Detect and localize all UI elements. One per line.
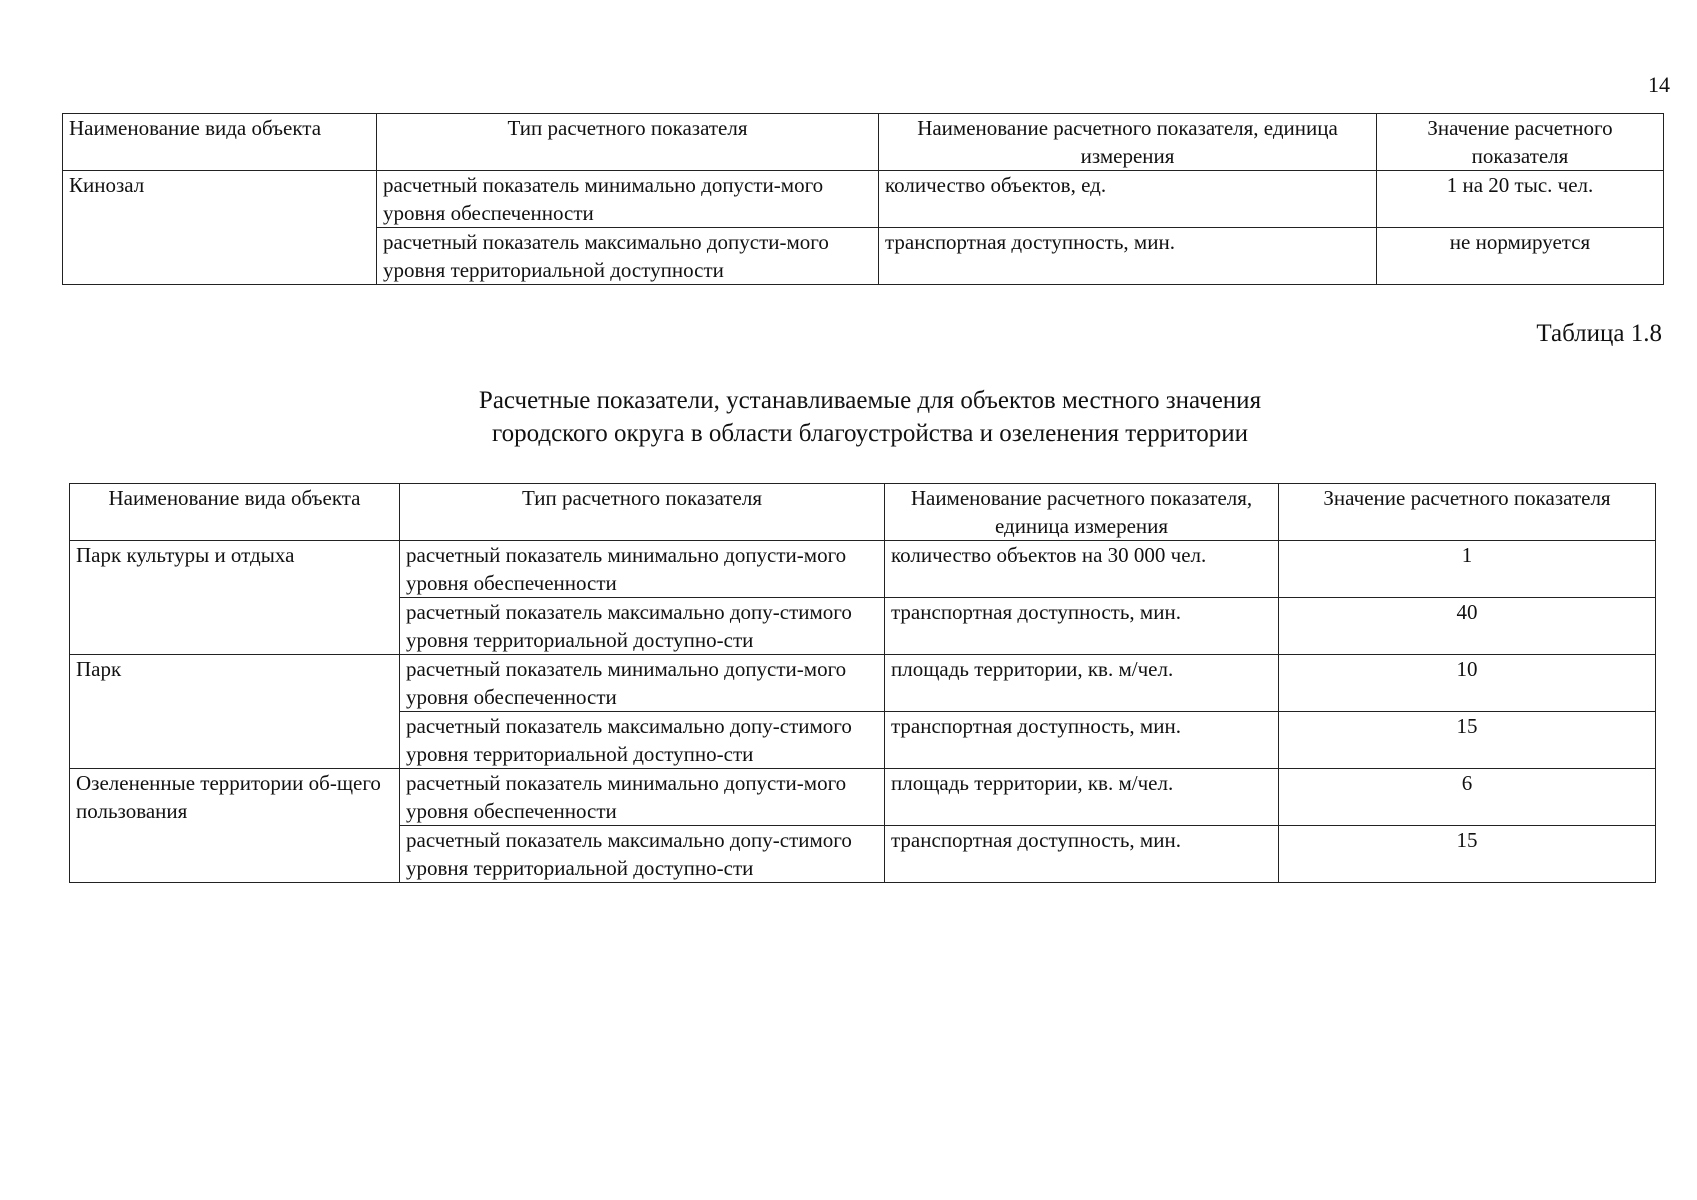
header-indicator-name: Наименование расчетного показателя, единица измерения bbox=[879, 114, 1377, 171]
indicator-type-cell: расчетный показатель максимально допу-стимого уровня территориальной доступно-сти bbox=[400, 712, 885, 769]
table-caption: Таблица 1.8 bbox=[1536, 320, 1662, 347]
header-indicator-type: Тип расчетного показателя bbox=[400, 484, 885, 541]
object-name-cell: Парк культуры и отдыха bbox=[70, 541, 400, 655]
indicator-value-cell: 10 bbox=[1279, 655, 1656, 712]
table-row bbox=[70, 541, 1656, 598]
table-header-row bbox=[63, 114, 1664, 171]
indicator-name-cell: транспортная доступность, мин. bbox=[885, 826, 1279, 883]
indicator-type-cell: расчетный показатель минимально допусти-мого уровня обеспеченности bbox=[400, 541, 885, 598]
indicator-value-cell: 1 bbox=[1279, 541, 1656, 598]
indicator-type-cell: расчетный показатель максимально допу-стимого уровня территориальной доступно-сти bbox=[400, 826, 885, 883]
table-title-line: городского округа в области благоустройства и озеленения территории bbox=[491, 420, 1249, 447]
page-number: 14 bbox=[1648, 72, 1670, 97]
indicator-value-cell: 6 bbox=[1279, 769, 1656, 826]
table-row bbox=[70, 655, 1656, 712]
header-object-name: Наименование вида объекта bbox=[70, 484, 400, 541]
object-name-cell: Кинозал bbox=[63, 171, 377, 285]
table-row bbox=[70, 769, 1656, 826]
object-name-cell: Парк bbox=[70, 655, 400, 769]
indicators-table-landscaping bbox=[69, 483, 1656, 883]
header-indicator-type: Тип расчетного показателя bbox=[377, 114, 879, 171]
indicators-table-cinema bbox=[62, 113, 1664, 285]
indicator-name-cell: количество объектов, ед. bbox=[879, 171, 1377, 228]
indicator-type-cell: расчетный показатель минимально допусти-мого уровня обеспеченности bbox=[377, 171, 879, 228]
header-indicator-value: Значение расчетного показателя bbox=[1377, 114, 1664, 171]
header-indicator-value: Значение расчетного показателя bbox=[1279, 484, 1656, 541]
indicator-type-cell: расчетный показатель минимально допусти-мого уровня обеспеченности bbox=[400, 769, 885, 826]
indicator-type-cell: расчетный показатель максимально допу-стимого уровня территориальной доступно-сти bbox=[400, 598, 885, 655]
indicator-name-cell: площадь территории, кв. м/чел. bbox=[885, 769, 1279, 826]
header-object-name: Наименование вида объекта bbox=[63, 114, 377, 171]
indicator-name-cell: транспортная доступность, мин. bbox=[879, 228, 1377, 285]
indicator-value-cell: 15 bbox=[1279, 712, 1656, 769]
indicator-type-cell: расчетный показатель минимально допусти-мого уровня обеспеченности bbox=[400, 655, 885, 712]
indicator-name-cell: площадь территории, кв. м/чел. bbox=[885, 655, 1279, 712]
table-title bbox=[300, 384, 1440, 450]
indicator-name-cell: транспортная доступность, мин. bbox=[885, 712, 1279, 769]
indicator-type-cell: расчетный показатель максимально допусти-мого уровня территориальной доступности bbox=[377, 228, 879, 285]
indicator-name-cell: количество объектов на 30 000 чел. bbox=[885, 541, 1279, 598]
header-indicator-name: Наименование расчетного показателя, единица измерения bbox=[885, 484, 1279, 541]
indicator-value-cell: 40 bbox=[1279, 598, 1656, 655]
indicator-value-cell: 1 на 20 тыс. чел. bbox=[1377, 171, 1664, 228]
table-header-row bbox=[70, 484, 1656, 541]
indicator-name-cell: транспортная доступность, мин. bbox=[885, 598, 1279, 655]
table-row bbox=[63, 171, 1664, 228]
indicator-value-cell: 15 bbox=[1279, 826, 1656, 883]
indicator-value-cell: не нормируется bbox=[1377, 228, 1664, 285]
object-name-cell: Озелененные территории об-щего пользования bbox=[70, 769, 400, 883]
table-title-line: Расчетные показатели, устанавливаемые для объектов местного значения bbox=[478, 387, 1262, 414]
